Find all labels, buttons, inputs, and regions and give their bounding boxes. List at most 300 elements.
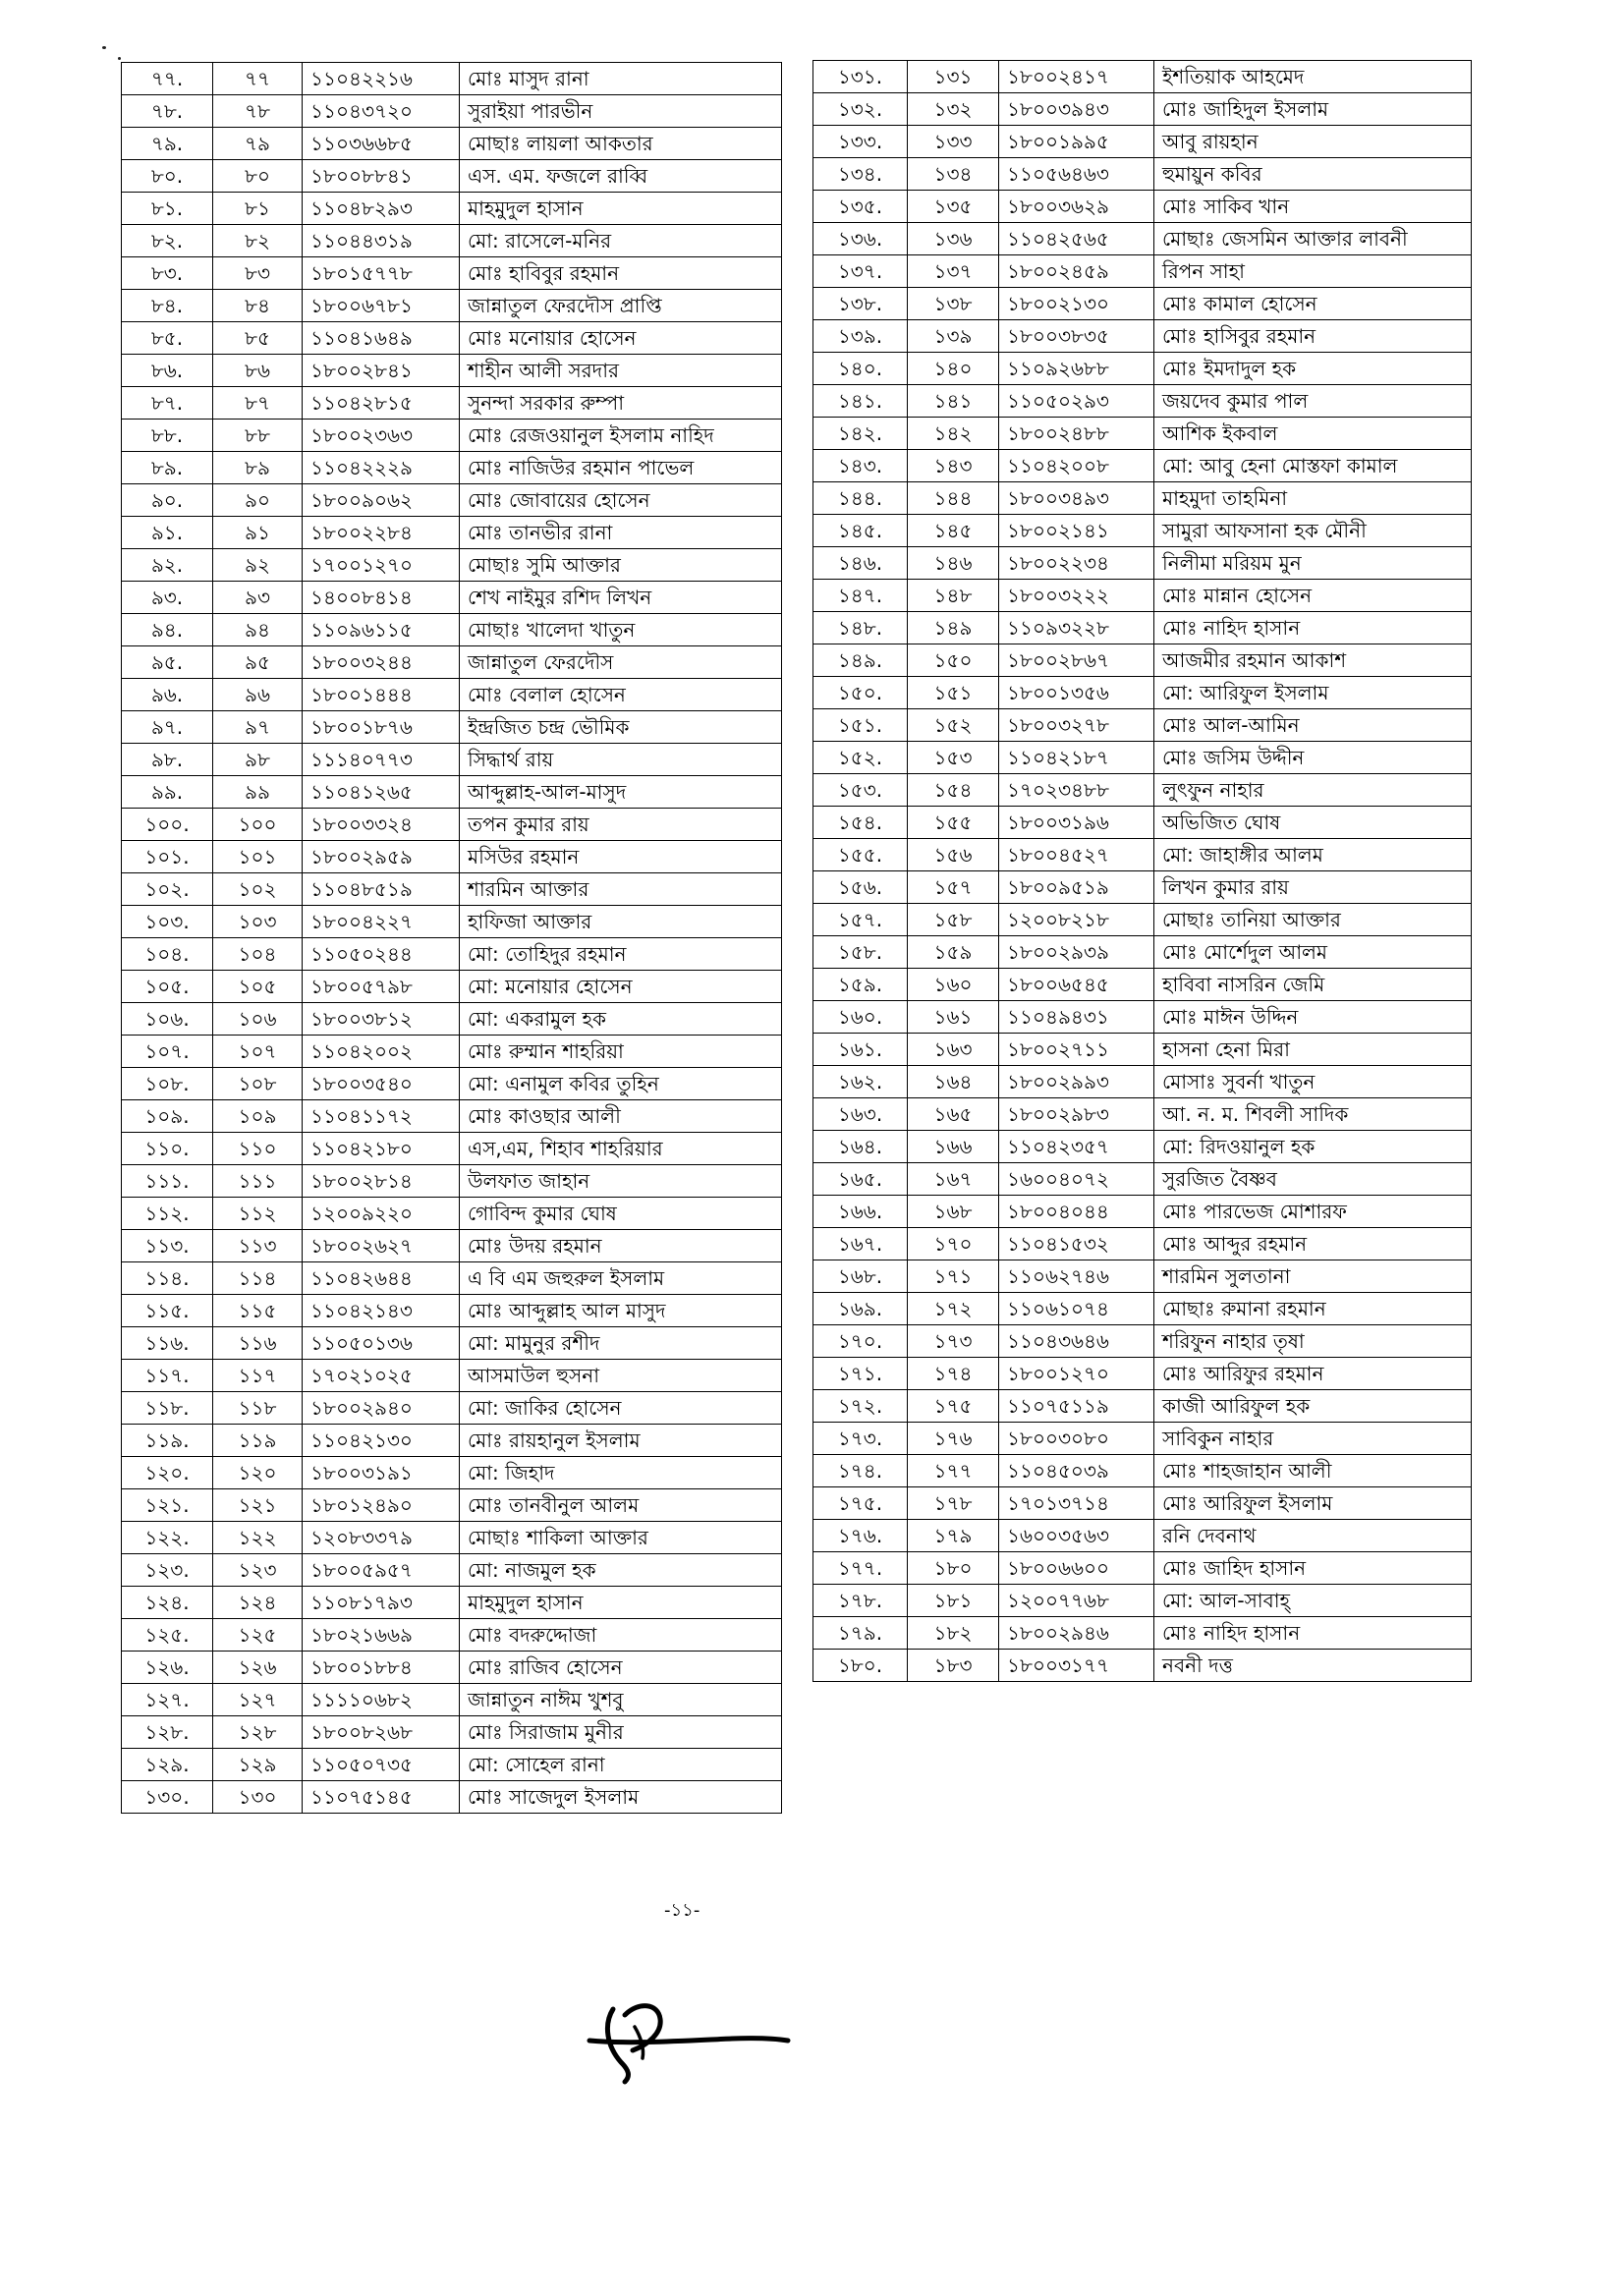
registration-cell: ১৮০০৩৯৪৩ [999,93,1154,126]
table-row [122,63,782,95]
name-cell: মো: আল-সাবাহ্ [1154,1585,1472,1617]
serial-cell: ১৩৪. [813,158,908,191]
name-cell: আজমীর রহমান আকাশ [1154,644,1472,677]
name-cell: মোঃ নাজিউর রহমান পাভেল [460,452,782,484]
serial-cell: ১১৫. [122,1295,213,1327]
roll-cell: ৯৫ [213,646,303,679]
table-row [122,614,782,646]
name-cell: মোছাঃ তানিয়া আক্তার [1154,904,1472,936]
name-cell: হাবিবা নাসরিন জেমি [1154,969,1472,1001]
registration-cell: ১৮০০৫৯৫৭ [303,1554,460,1587]
table-row [122,1554,782,1587]
roll-cell: ১৮০ [908,1552,999,1585]
table-row [813,320,1472,353]
table-row [813,255,1472,288]
roll-cell: ১০৪ [213,938,303,971]
name-cell: জয়দেব কুমার পাল [1154,385,1472,418]
registration-cell: ১৮০০৩৬২৯ [999,191,1154,223]
serial-cell: ১৭৯. [813,1617,908,1650]
name-cell: মোঃ কামাল হোসেন [1154,288,1472,320]
serial-cell: ১৪৮. [813,612,908,644]
serial-cell: ১৬৩. [813,1098,908,1131]
serial-cell: ১১৩. [122,1230,213,1262]
serial-cell: ১৭৮. [813,1585,908,1617]
scan-speck [102,46,106,49]
table-row [122,776,782,809]
registration-cell: ১২০৮৩৩৭৯ [303,1522,460,1554]
registration-cell: ১৮০০২৩৬৩ [303,420,460,452]
roll-cell: ১১৬ [213,1327,303,1360]
table-row [813,612,1472,644]
name-cell: আবু রায়হান [1154,126,1472,158]
registration-cell: ১৮০০২৯৮৩ [999,1098,1154,1131]
serial-cell: ১০৮. [122,1068,213,1100]
roll-cell: ১১৮ [213,1392,303,1425]
table-row [122,1781,782,1814]
serial-cell: ১৬১. [813,1034,908,1066]
serial-cell: ১৫৫. [813,839,908,871]
registration-cell: ১৭০২১০২৫ [303,1360,460,1392]
page-number: -১১- [664,1900,700,1921]
name-cell: মোঃ আরিফুর রহমান [1154,1358,1472,1390]
roll-cell: ৭৯ [213,128,303,160]
serial-cell: ১৩২. [813,93,908,126]
serial-cell: ১৫৮. [813,936,908,969]
roll-cell: ১৭১ [908,1260,999,1293]
serial-cell: ১২৩. [122,1554,213,1587]
name-cell: মোঃ আব্দুল্লাহ আল মাসুদ [460,1295,782,1327]
roll-cell: ১১২ [213,1198,303,1230]
name-cell: এস. এম. ফজলে রাব্বি [460,160,782,193]
name-cell: মোঃ মাসুদ রানা [460,63,782,95]
serial-cell: ১৩৮. [813,288,908,320]
registration-cell: ১৪০০৮৪১৪ [303,582,460,614]
serial-cell: ৮২. [122,225,213,257]
name-cell: সুরাইয়া পারভীন [460,95,782,128]
roll-cell: ১৭২ [908,1293,999,1325]
table-row [813,1228,1472,1260]
serial-cell: ১০৬. [122,1003,213,1036]
table-row [813,1585,1472,1617]
table-row [122,322,782,355]
table-row [122,582,782,614]
registration-cell: ১১০৪২৮১৫ [303,387,460,420]
registration-cell: ১৮০০৩৫৪০ [303,1068,460,1100]
name-cell: মো: তোহিদুর রহমান [460,938,782,971]
signature [570,1980,806,2098]
roll-cell: ৯৪ [213,614,303,646]
serial-cell: ১৩৬. [813,223,908,255]
roll-cell: ১৪১ [908,385,999,418]
table-row [122,484,782,517]
name-cell: মোঃ রাজিব হোসেন [460,1652,782,1684]
serial-cell: ৯১. [122,517,213,549]
serial-cell: ১০৪. [122,938,213,971]
table-row [122,225,782,257]
name-cell: মোঃ আরিফুল ইসলাম [1154,1487,1472,1520]
name-cell: মসিউর রহমান [460,841,782,873]
serial-cell: ১৭০. [813,1325,908,1358]
roll-cell: ১৩৯ [908,320,999,353]
name-cell: রিপন সাহা [1154,255,1472,288]
roll-cell: ১০৯ [213,1100,303,1133]
roll-cell: ১৮২ [908,1617,999,1650]
name-cell: মোছাঃ রুমানা রহমান [1154,1293,1472,1325]
registration-cell: ১৮০০৪৫২৭ [999,839,1154,871]
name-cell: মোছাঃ সুমি আক্তার [460,549,782,582]
serial-cell: ১৫৪. [813,807,908,839]
registration-cell: ১৮০১২৪৯০ [303,1489,460,1522]
roll-cell: ১৬৩ [908,1034,999,1066]
table-row [813,774,1472,807]
serial-cell: ১২৭. [122,1684,213,1716]
registration-cell: ১৮০০২৯৪০ [303,1392,460,1425]
roll-cell: ১৩১ [908,61,999,93]
serial-cell: ১৭২. [813,1390,908,1423]
registration-cell: ১১০৪২২২৯ [303,452,460,484]
roll-cell: ১২৮ [213,1716,303,1749]
name-cell: মো: রাসেলে-মনির [460,225,782,257]
name-cell: মো: আরিফুল ইসলাম [1154,677,1472,709]
table-row [122,1587,782,1619]
roll-cell: ১২৭ [213,1684,303,1716]
registration-cell: ১৮০০২৭১১ [999,1034,1154,1066]
name-cell: আ. ন. ম. শিবলী সাদিক [1154,1098,1472,1131]
name-cell: সুরজিত বৈষ্ণব [1154,1163,1472,1196]
roll-cell: ১৫৩ [908,742,999,774]
serial-cell: ৮৮. [122,420,213,452]
table-row [122,1165,782,1198]
table-row [813,709,1472,742]
serial-cell: ৯২. [122,549,213,582]
table-row [122,971,782,1003]
table-row [122,1230,782,1262]
roll-cell: ১১৪ [213,1262,303,1295]
table-row [122,841,782,873]
registration-cell: ১৮০০৩২৭৮ [999,709,1154,742]
table-row [122,290,782,322]
name-cell: শারমিন সুলতানা [1154,1260,1472,1293]
serial-cell: ১৫৬. [813,871,908,904]
serial-cell: ১২৮. [122,1716,213,1749]
registration-cell: ১১০৫০১৩৬ [303,1327,460,1360]
roll-cell: ৮৪ [213,290,303,322]
registration-cell: ১৮০০৯৫১৯ [999,871,1154,904]
table-row [122,452,782,484]
roll-cell: ১০৮ [213,1068,303,1100]
registration-cell: ১১০৪৮২৯৩ [303,193,460,225]
roll-cell: ৮৯ [213,452,303,484]
registration-cell: ১১০৪২১৮৭ [999,742,1154,774]
name-cell: সাবিকুন নাহার [1154,1423,1472,1455]
roll-cell: ৮৬ [213,355,303,387]
name-cell: শারমিন আক্তার [460,873,782,906]
serial-cell: ১২৬. [122,1652,213,1684]
name-cell: মো: সোহেল রানা [460,1749,782,1781]
table-row [122,1522,782,1554]
roll-cell: ১২০ [213,1457,303,1489]
serial-cell: ১৭৭. [813,1552,908,1585]
serial-cell: ১৪২. [813,418,908,450]
serial-cell: ১৪৯. [813,644,908,677]
serial-cell: ১২২. [122,1522,213,1554]
name-cell: আশিক ইকবাল [1154,418,1472,450]
name-cell: এ বি এম জহুরুল ইসলাম [460,1262,782,1295]
table-row [122,193,782,225]
roll-cell: ১২২ [213,1522,303,1554]
registration-cell: ১১০৩৬৬৮৫ [303,128,460,160]
name-cell: মো: রিদওয়ানুল হক [1154,1131,1472,1163]
name-cell: মোঃ সিরাজাম মুনীর [460,1716,782,1749]
roll-cell: ১৬৭ [908,1163,999,1196]
roll-cell: ১৫৯ [908,936,999,969]
roll-cell: ৮২ [213,225,303,257]
serial-cell: ৮৩. [122,257,213,290]
name-cell: মোঃ জাহিদুল ইসলাম [1154,93,1472,126]
registration-cell: ১৮০০২৪৫৯ [999,255,1154,288]
table-row [122,1003,782,1036]
serial-cell: ১৩৭. [813,255,908,288]
serial-cell: ৮১. [122,193,213,225]
name-cell: শাহীন আলী সরদার [460,355,782,387]
roll-cell: ৭৭ [213,63,303,95]
roll-cell: ১১০ [213,1133,303,1165]
table-row [813,1455,1472,1487]
table-row [813,515,1472,547]
registration-cell: ১৮০০৬৬০০ [999,1552,1154,1585]
roll-cell: ১১১ [213,1165,303,1198]
registration-cell: ১৮০০৩১৭৭ [999,1650,1154,1682]
table-row [122,420,782,452]
registration-cell: ১১০৭৫১১৯ [999,1390,1154,1423]
roll-cell: ১৭৩ [908,1325,999,1358]
name-cell: রনি দেবনাথ [1154,1520,1472,1552]
table-row [813,288,1472,320]
registration-cell: ১১০৪২১৪৩ [303,1295,460,1327]
serial-cell: ১৩৩. [813,126,908,158]
serial-cell: ১০৩. [122,906,213,938]
roll-cell: ১৫৫ [908,807,999,839]
registration-cell: ১২০০৭৭৬৮ [999,1585,1154,1617]
table-row [813,418,1472,450]
serial-cell: ১৮০. [813,1650,908,1682]
roll-cell: ১৬০ [908,969,999,1001]
table-row [122,387,782,420]
table-row [813,839,1472,871]
serial-cell: ১০৯. [122,1100,213,1133]
roll-cell: ৯৯ [213,776,303,809]
table-row [122,744,782,776]
roll-cell: ১২৩ [213,1554,303,1587]
registration-cell: ১১০৪৪৩১৯ [303,225,460,257]
registration-cell: ১৮০০২১৪১ [999,515,1154,547]
registration-cell: ১১০৬২৭৪৬ [999,1260,1154,1293]
table-row [813,644,1472,677]
name-cell: মো: একরামুল হক [460,1003,782,1036]
table-row [122,809,782,841]
table-row [813,1001,1472,1034]
registration-cell: ১৮০০৪০৪৪ [999,1196,1154,1228]
roll-cell: ১১৩ [213,1230,303,1262]
table-row [813,93,1472,126]
name-cell: মোঃ মনোয়ার হোসেন [460,322,782,355]
registration-cell: ১৮০০৩৪৯৩ [999,482,1154,515]
table-row [813,1650,1472,1682]
serial-cell: ১৫৩. [813,774,908,807]
name-cell: মোঃ মোর্শেদুল আলম [1154,936,1472,969]
serial-cell: ১০০. [122,809,213,841]
serial-cell: ১৫০. [813,677,908,709]
serial-cell: ১১০. [122,1133,213,1165]
registration-cell: ১১০৪৩৬৪৬ [999,1325,1154,1358]
table-row [122,1489,782,1522]
table-row [122,1749,782,1781]
roll-cell: ১৫৭ [908,871,999,904]
roll-cell: ১৬৬ [908,1131,999,1163]
table-row [813,1423,1472,1455]
table-row [813,904,1472,936]
name-cell: আসমাউল হুসনা [460,1360,782,1392]
name-cell: ইশতিয়াক আহমেদ [1154,61,1472,93]
serial-cell: ১৪৭. [813,580,908,612]
name-cell: মো: মনোয়ার হোসেন [460,971,782,1003]
serial-cell: ১০৭. [122,1036,213,1068]
table-row [122,711,782,744]
serial-cell: ৯০. [122,484,213,517]
table-row [813,1034,1472,1066]
registration-cell: ১৮০০২৯৯৩ [999,1066,1154,1098]
roll-cell: ১৪৬ [908,547,999,580]
roll-cell: ১২৫ [213,1619,303,1652]
registration-cell: ১৮০০৯০৬২ [303,484,460,517]
table-row [813,547,1472,580]
roll-cell: ৮৫ [213,322,303,355]
roll-cell: ১৫৬ [908,839,999,871]
name-cell: মোঃ উদয় রহমান [460,1230,782,1262]
registration-cell: ১১০৪১১৭২ [303,1100,460,1133]
serial-cell: ৯৫. [122,646,213,679]
serial-cell: ৯৩. [122,582,213,614]
table-row [813,1163,1472,1196]
roll-cell: ১৬৫ [908,1098,999,1131]
serial-cell: ৮০. [122,160,213,193]
roll-cell: ১৭৪ [908,1358,999,1390]
serial-cell: ১১৪. [122,1262,213,1295]
registration-cell: ১৮০০২৯৩৯ [999,936,1154,969]
serial-cell: ১৭৬. [813,1520,908,1552]
name-cell: মোঃ ইমদাদুল হক [1154,353,1472,385]
serial-cell: ১২৫. [122,1619,213,1652]
serial-cell: ১৬৮. [813,1260,908,1293]
name-cell: মোঃ মান্নান হোসেন [1154,580,1472,612]
roll-cell: ১১৭ [213,1360,303,1392]
registration-cell: ১৮০০২৪৮৮ [999,418,1154,450]
serial-cell: ১৬৪. [813,1131,908,1163]
registration-cell: ১১০৫০৭৩৫ [303,1749,460,1781]
registration-cell: ১১০৪২৫৬৫ [999,223,1154,255]
registration-cell: ১৮০০৩২৪৪ [303,646,460,679]
table-row [813,1196,1472,1228]
serial-cell: ১৪৬. [813,547,908,580]
serial-cell: ১১১. [122,1165,213,1198]
name-cell: হাফিজা আক্তার [460,906,782,938]
serial-cell: ৯৭. [122,711,213,744]
roll-cell: ১৭৮ [908,1487,999,1520]
table-row [122,1295,782,1327]
roll-cell: ১৩৬ [908,223,999,255]
table-row [122,1327,782,1360]
serial-cell: ১৬৭. [813,1228,908,1260]
serial-cell: ১০৫. [122,971,213,1003]
registration-cell: ১৮০০৩৮৩৫ [999,320,1154,353]
serial-cell: ৯৮. [122,744,213,776]
serial-cell: ১৪৫. [813,515,908,547]
serial-cell: ১৩১. [813,61,908,93]
registration-cell: ১২০০৮২১৮ [999,904,1154,936]
serial-cell: ১৬০. [813,1001,908,1034]
roll-cell: ১৫২ [908,709,999,742]
table-row [122,679,782,711]
name-cell: জান্নাতুল ফেরদৌস [460,646,782,679]
name-cell: মোঃ জোবায়ের হোসেন [460,484,782,517]
name-cell: মাহমুদুল হাসান [460,1587,782,1619]
roll-cell: ১১৯ [213,1425,303,1457]
name-cell: মোঃ সাজেদুল ইসলাম [460,1781,782,1814]
table-row [122,1716,782,1749]
registration-cell: ১৮০০২২৮৪ [303,517,460,549]
table-row [122,1684,782,1716]
table-row [122,549,782,582]
registration-cell: ১১০৮১৭৯৩ [303,1587,460,1619]
table-row [813,1552,1472,1585]
registration-cell: ১৮০০৮২৬৮ [303,1716,460,1749]
name-cell: জান্নাতুন নাঈম খুশবু [460,1684,782,1716]
registration-cell: ১৮০০২১৩০ [999,288,1154,320]
table-row [122,355,782,387]
table-row [122,938,782,971]
scan-speck [118,57,121,60]
table-row [813,807,1472,839]
registration-cell: ১১০৫০২৯৩ [999,385,1154,418]
registration-cell: ১১০৪২০০৮ [999,450,1154,482]
name-cell: কাজী আরিফুল হক [1154,1390,1472,1423]
roll-cell: ১০৫ [213,971,303,1003]
name-cell: সামুরা আফসানা হক মৌনী [1154,515,1472,547]
name-cell: মোছাঃ শাকিলা আক্তার [460,1522,782,1554]
name-cell: তপন কুমার রায় [460,809,782,841]
table-row [122,1100,782,1133]
roll-cell: ৯৮ [213,744,303,776]
serial-cell: ১১৯. [122,1425,213,1457]
table-row [122,128,782,160]
roll-cell: ১৪০ [908,353,999,385]
roll-cell: ৮১ [213,193,303,225]
roll-cell: ১৮৩ [908,1650,999,1682]
name-cell: মোঃ কাওছার আলী [460,1100,782,1133]
registration-cell: ১১০৪২১৮০ [303,1133,460,1165]
serial-cell: ৭৯. [122,128,213,160]
roll-cell: ১৩৪ [908,158,999,191]
name-cell: মোছাঃ জেসমিন আক্তার লাবনী [1154,223,1472,255]
roll-cell: ৯৬ [213,679,303,711]
table-row [813,871,1472,904]
registration-cell: ১১০৪২১৩০ [303,1425,460,1457]
candidate-table-right [812,60,1472,1682]
roll-cell: ১৫৮ [908,904,999,936]
roll-cell: ১৬১ [908,1001,999,1034]
name-cell: মো: এনামুল কবির তুহিন [460,1068,782,1100]
serial-cell: ১৭১. [813,1358,908,1390]
